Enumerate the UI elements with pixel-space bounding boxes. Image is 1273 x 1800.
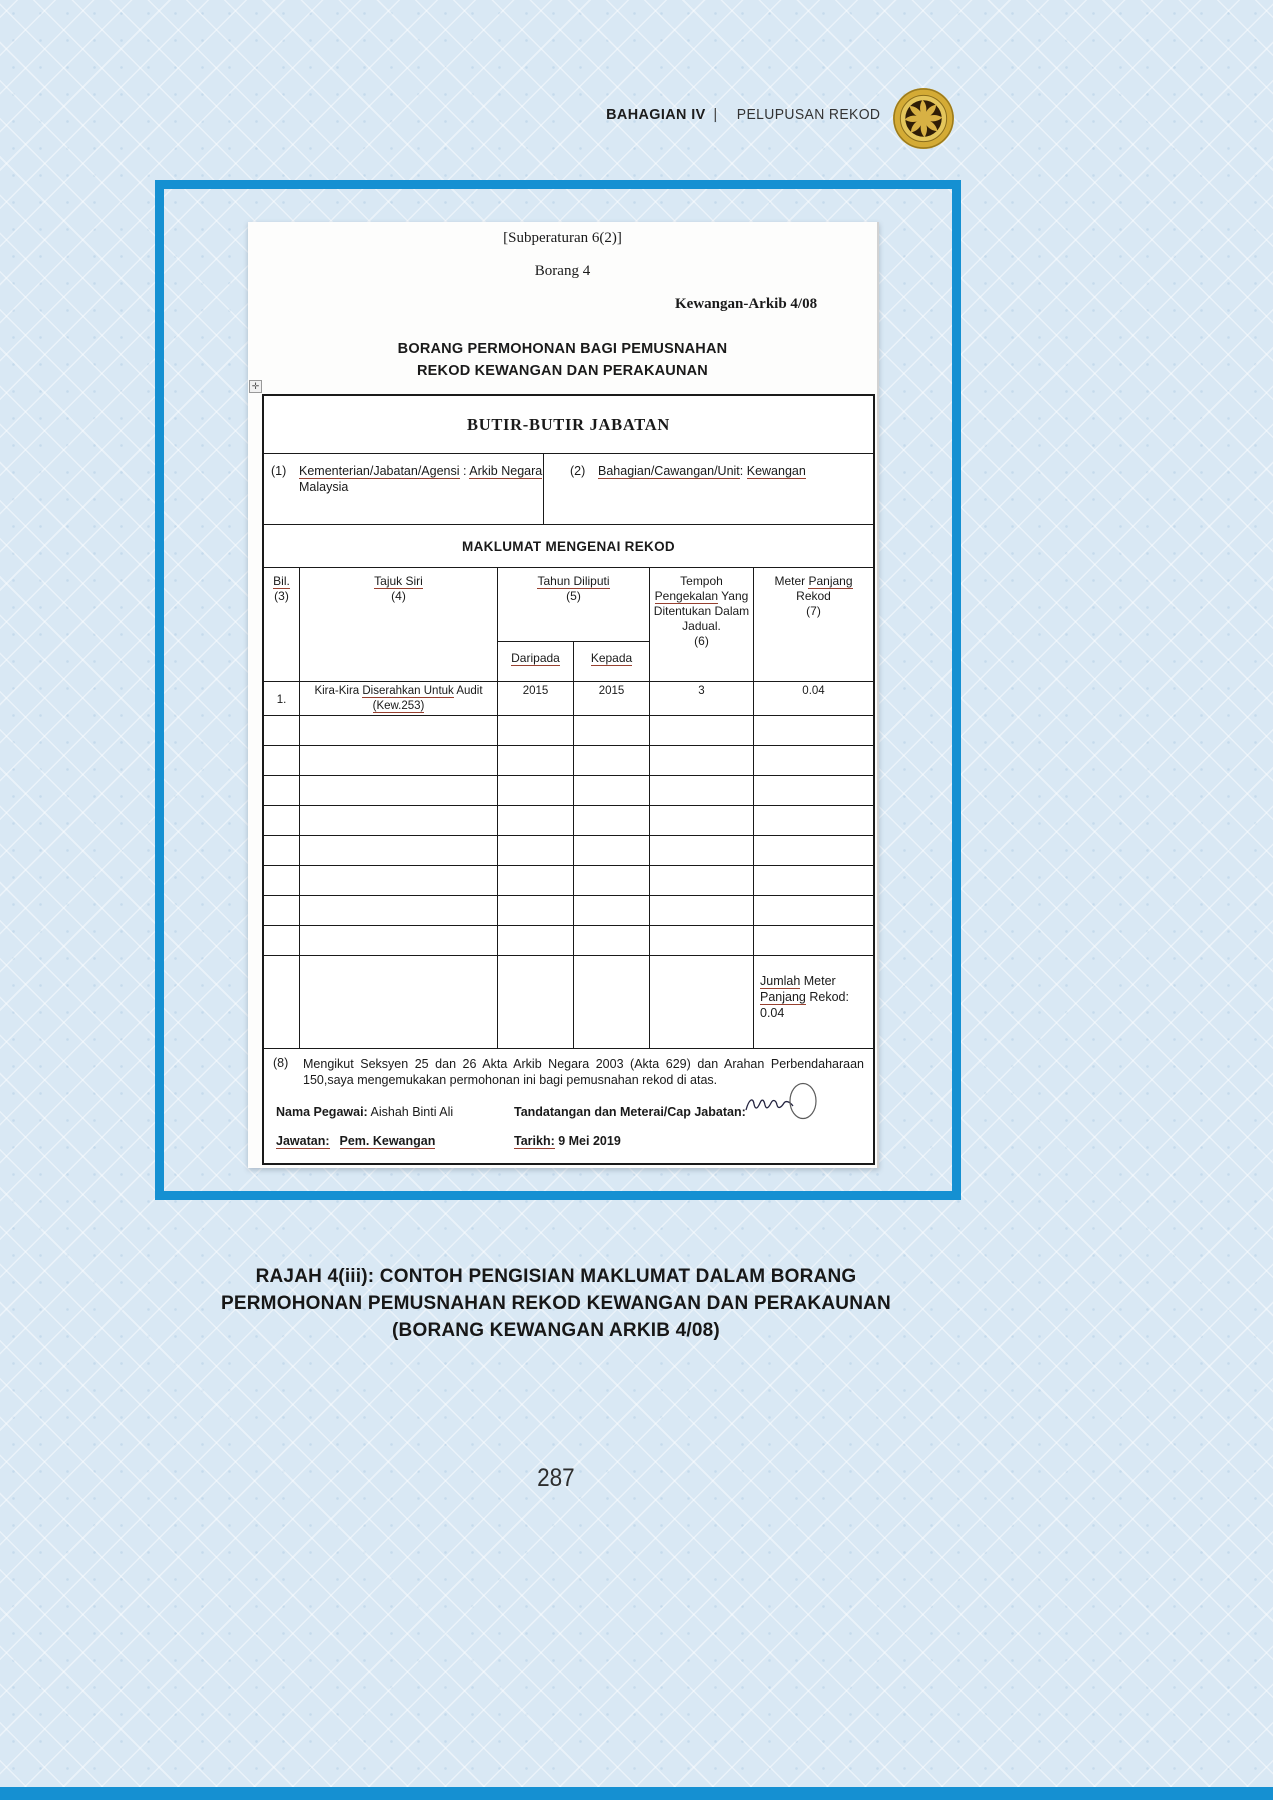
page-number-text: 287	[537, 1464, 575, 1492]
header-divider: |	[713, 106, 718, 123]
jawatan-value: Pem. Kewangan	[339, 1134, 436, 1148]
row1-tajuk-b: Diserahkan Untuk	[362, 685, 454, 697]
nama-value: Aishah Binti Ali	[367, 1105, 454, 1119]
empty-cell	[498, 956, 574, 1049]
field1-value-line2: Malaysia	[299, 480, 349, 494]
col-tahun-label: Tahun Diliputi	[537, 574, 610, 588]
row1-tajuk-ref: (Kew.253)	[372, 700, 425, 712]
field1-separator: :	[459, 464, 470, 478]
empty-cell	[754, 896, 873, 926]
empty-cell	[498, 836, 574, 866]
table-move-handle-icon: ✛	[249, 380, 262, 393]
form-title-line2: REKOD KEWANGAN DAN PERAKAUNAN	[417, 363, 708, 379]
row1-tajuk-a: Kira-Kira	[314, 685, 363, 697]
empty-cell	[498, 716, 574, 746]
caption-line2: PERMOHONAN PEMUSNAHAN REKOD KEWANGAN DAN PERAKAUNAN	[221, 1293, 891, 1314]
col-header-tempoh	[650, 568, 754, 682]
jumlah-line2b: Rekod:	[805, 990, 849, 1004]
jawatan-line	[276, 1134, 435, 1148]
empty-cell	[650, 746, 754, 776]
field1-number: (1)	[271, 464, 287, 478]
empty-cell	[300, 776, 498, 806]
form-code: Kewangan-Arkib 4/08	[675, 296, 818, 312]
empty-cell	[650, 926, 754, 956]
col-tempoh-line4: Jadual.	[682, 619, 721, 633]
empty-cell	[574, 776, 650, 806]
jumlah-value: 0.04	[760, 1006, 785, 1020]
header-title: PELUPUSAN REKOD	[736, 106, 880, 123]
field1-label: Kementerian/Jabatan/Agensi	[299, 464, 460, 478]
field-bahagian	[544, 454, 873, 524]
empty-cell	[574, 956, 650, 1049]
col-tempoh-line2b: Yang	[718, 589, 749, 603]
empty-cell	[498, 776, 574, 806]
col-meter-number: (7)	[806, 604, 821, 618]
col-meter-label-a: Meter	[774, 574, 809, 588]
empty-cell	[300, 956, 498, 1049]
row1-tempoh: 3	[650, 682, 754, 716]
empty-cell	[300, 926, 498, 956]
tandatangan-line	[514, 1105, 746, 1119]
empty-cell	[498, 896, 574, 926]
jumlah-line2a: Panjang	[760, 990, 806, 1004]
page-number	[0, 1464, 1112, 1493]
col-tempoh-number: (6)	[694, 634, 709, 648]
empty-cell	[264, 716, 300, 746]
empty-cell	[264, 746, 300, 776]
col-meter-label2: Rekod	[796, 589, 831, 603]
col-header-daripada	[498, 642, 574, 682]
tarikh-label: Tarikh:	[514, 1134, 555, 1148]
empty-cell	[300, 896, 498, 926]
empty-cell	[264, 776, 300, 806]
empty-cell	[650, 716, 754, 746]
empty-cell	[754, 836, 873, 866]
field1-value-line1: Arkib Negara	[469, 464, 543, 478]
empty-cell	[264, 806, 300, 836]
field2-separator: :	[739, 464, 747, 478]
empty-cell	[498, 806, 574, 836]
empty-cell	[650, 776, 754, 806]
col-daripada-label: Daripada	[511, 651, 560, 665]
empty-cell	[574, 896, 650, 926]
bottom-bar	[0, 1787, 1273, 1800]
jumlah-line1b: Meter	[800, 974, 836, 988]
col-tajuk-number: (4)	[391, 589, 406, 603]
row1-tajuk-c: Audit	[453, 685, 483, 697]
col-tajuk-label: Tajuk Siri	[374, 574, 423, 588]
empty-cell	[650, 806, 754, 836]
field2-text	[598, 463, 806, 524]
empty-cell	[300, 746, 498, 776]
empty-cell	[264, 836, 300, 866]
emblem-icon	[892, 87, 955, 150]
empty-cell	[650, 896, 754, 926]
empty-cell	[650, 956, 754, 1049]
department-fields-row	[264, 454, 873, 525]
scanned-form	[248, 222, 879, 1168]
empty-cell	[264, 926, 300, 956]
empty-cell	[574, 806, 650, 836]
col-tempoh-line2a: Pengekalan	[654, 589, 719, 603]
empty-cell	[574, 746, 650, 776]
section8-text: Mengikut Seksyen 25 dan 26 Akta Arkib Negara 2003 (Akta 629) dan Arahan Perbendaharaan 150,saya mengemukakan permohonan ini bagi pemusnahan rekod di atas.	[303, 1057, 864, 1087]
col-tahun-number: (5)	[566, 589, 581, 603]
empty-cell	[574, 866, 650, 896]
empty-cell	[300, 806, 498, 836]
empty-cell	[574, 716, 650, 746]
col-header-tahun-diliputi	[498, 568, 650, 642]
empty-cell	[754, 806, 873, 836]
empty-cell	[754, 926, 873, 956]
empty-cell	[300, 836, 498, 866]
row1-kepada: 2015	[574, 682, 650, 716]
col-header-bil	[264, 568, 300, 682]
form-title-line1: BORANG PERMOHONAN BAGI PEMUSNAHAN	[397, 341, 728, 357]
empty-cell	[498, 746, 574, 776]
tarikh-value: 9 Mei 2019	[554, 1134, 621, 1148]
section8-number: (8)	[273, 1056, 289, 1070]
empty-cell	[754, 746, 873, 776]
empty-cell	[264, 866, 300, 896]
empty-cell	[264, 896, 300, 926]
section-butir-jabatan: BUTIR-BUTIR JABATAN	[264, 396, 873, 454]
tandatangan-label: Tandatangan dan Meterai/Cap Jabatan:	[514, 1105, 746, 1119]
field2-label: Bahagian/Cawangan/Unit	[598, 464, 740, 478]
section8-declaration	[264, 1049, 873, 1088]
emblem-logo	[892, 87, 955, 150]
field-kementerian	[264, 454, 544, 524]
caption-line3: (BORANG KEWANGAN ARKIB 4/08)	[392, 1320, 720, 1341]
field2-number: (2)	[570, 464, 586, 478]
form-title	[248, 338, 877, 382]
row1-bil: 1.	[264, 682, 300, 716]
col-tempoh-line1: Tempoh	[680, 574, 723, 588]
empty-cell	[300, 866, 498, 896]
rekod-grid	[264, 568, 873, 1049]
empty-cell	[300, 716, 498, 746]
col-bil-label: Bil.	[273, 574, 290, 588]
figure-caption	[0, 1263, 1112, 1344]
nama-label: Nama Pegawai:	[276, 1105, 368, 1119]
empty-cell	[650, 836, 754, 866]
header-section: BAHAGIAN IV	[605, 106, 706, 123]
form-number: Borang 4	[534, 263, 591, 279]
empty-cell	[574, 836, 650, 866]
empty-cell	[754, 866, 873, 896]
empty-cell	[264, 956, 300, 1049]
jumlah-meter-cell	[754, 956, 873, 1049]
empty-cell	[754, 776, 873, 806]
section-maklumat-rekod: MAKLUMAT MENGENAI REKOD	[264, 525, 873, 568]
col-kepada-label: Kepada	[590, 651, 633, 665]
field2-value: Kewangan	[746, 464, 806, 478]
row1-tajuk	[300, 682, 498, 716]
empty-cell	[754, 716, 873, 746]
nama-pegawai-line	[276, 1105, 453, 1119]
empty-cell	[574, 926, 650, 956]
empty-cell	[498, 926, 574, 956]
page-header	[0, 106, 880, 123]
col-meter-label-b: Panjang	[808, 574, 853, 588]
col-header-kepada	[574, 642, 650, 682]
empty-cell	[498, 866, 574, 896]
declaration-signature-block	[264, 1049, 873, 1163]
caption-line1: RAJAH 4(iii): CONTOH PENGISIAN MAKLUMAT DALAM BORANG	[255, 1266, 857, 1287]
col-header-tajuk-siri	[300, 568, 498, 682]
empty-cell	[650, 866, 754, 896]
jumlah-line1a: Jumlah	[760, 974, 801, 988]
col-header-meter-panjang	[754, 568, 873, 682]
jawatan-label: Jawatan:	[276, 1134, 330, 1148]
form-table	[262, 394, 875, 1165]
stamp-circle-icon	[788, 1081, 818, 1124]
field1-text	[299, 463, 542, 524]
tarikh-line	[514, 1134, 621, 1148]
form-subregulation: [Subperaturan 6(2)]	[503, 230, 622, 246]
row1-meter: 0.04	[754, 682, 873, 716]
row1-daripada: 2015	[498, 682, 574, 716]
col-bil-number: (3)	[274, 589, 289, 603]
col-tempoh-line3: Ditentukan Dalam	[653, 604, 750, 618]
